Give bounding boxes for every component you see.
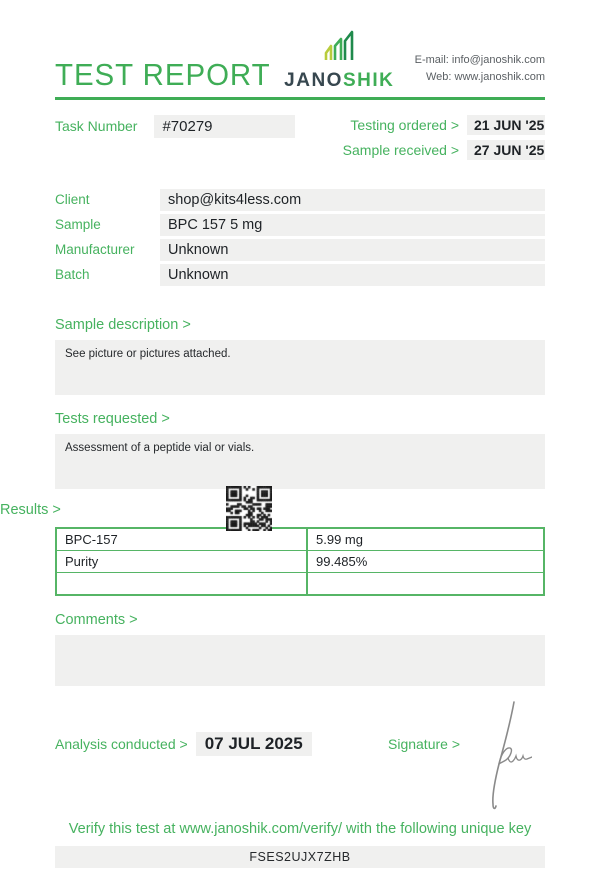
table-row (57, 550, 543, 572)
result-value (308, 573, 543, 594)
sample-value: BPC 157 5 mg (160, 214, 545, 236)
logo-text-dark: JANO (284, 70, 343, 91)
sample-label: Sample (55, 217, 101, 232)
task-number-value: #70279 (154, 115, 295, 138)
testing-ordered-date: 21 JUN '25 (467, 115, 545, 135)
results-heading: Results > (0, 502, 61, 518)
sample-description-heading: Sample description > (55, 317, 191, 333)
analysis-conducted-label: Analysis conducted > (55, 736, 188, 752)
result-value: 5.99 mg (316, 532, 363, 547)
task-number-label: Task Number (55, 118, 138, 134)
verify-instruction: Verify this test at www.janoshik.com/verify/ with the following unique key (68, 820, 532, 837)
client-value: shop@kits4less.com (160, 189, 545, 211)
batch-value: Unknown (160, 264, 545, 286)
task-section (55, 115, 545, 160)
tests-requested-heading: Tests requested > (55, 411, 170, 427)
client-label: Client (55, 192, 90, 207)
results-section (0, 502, 600, 518)
info-row-manufacturer (55, 239, 545, 261)
unique-key: FSES2UJX7ZHB (55, 846, 545, 868)
result-name: BPC-157 (57, 529, 308, 550)
result-value: 99.485% (316, 554, 368, 569)
sample-description-text: See picture or pictures attached. (55, 340, 545, 395)
result-name (57, 573, 308, 594)
logo-text-green: SHIK (342, 70, 395, 91)
signature-label: Signature > (388, 736, 460, 752)
page-title: TEST REPORT (55, 57, 271, 92)
janoshik-logo (284, 29, 394, 90)
handwritten-signature (468, 698, 532, 814)
header-divider (55, 97, 545, 100)
sample-received-label: Sample received > (342, 142, 459, 158)
table-row (57, 572, 543, 594)
comments-text (55, 635, 545, 686)
contact-web: Web: www.janoshik.com (425, 70, 545, 83)
results-table (55, 527, 545, 596)
info-row-batch (55, 264, 545, 286)
table-row (57, 529, 543, 550)
batch-label: Batch (55, 267, 90, 282)
manufacturer-label: Manufacturer (55, 242, 135, 257)
contact-info (415, 52, 545, 86)
sample-received-date: 27 JUN '25 (467, 140, 545, 160)
bar-chart-growth-icon (316, 29, 362, 68)
report-header (55, 28, 545, 90)
analysis-date: 07 JUL 2025 (196, 732, 312, 756)
manufacturer-value: Unknown (160, 239, 545, 261)
tests-requested-text: Assessment of a peptide vial or vials. (55, 434, 545, 489)
info-row-sample (55, 214, 545, 236)
contact-email: E-mail: info@janoshik.com (414, 53, 545, 66)
info-row-client (55, 189, 545, 211)
comments-heading: Comments > (55, 612, 138, 628)
logo-wordmark (284, 71, 394, 90)
sample-info-section (55, 189, 545, 286)
qr-code (226, 486, 272, 531)
result-name: Purity (57, 551, 308, 572)
testing-ordered-label: Testing ordered > (350, 117, 459, 133)
